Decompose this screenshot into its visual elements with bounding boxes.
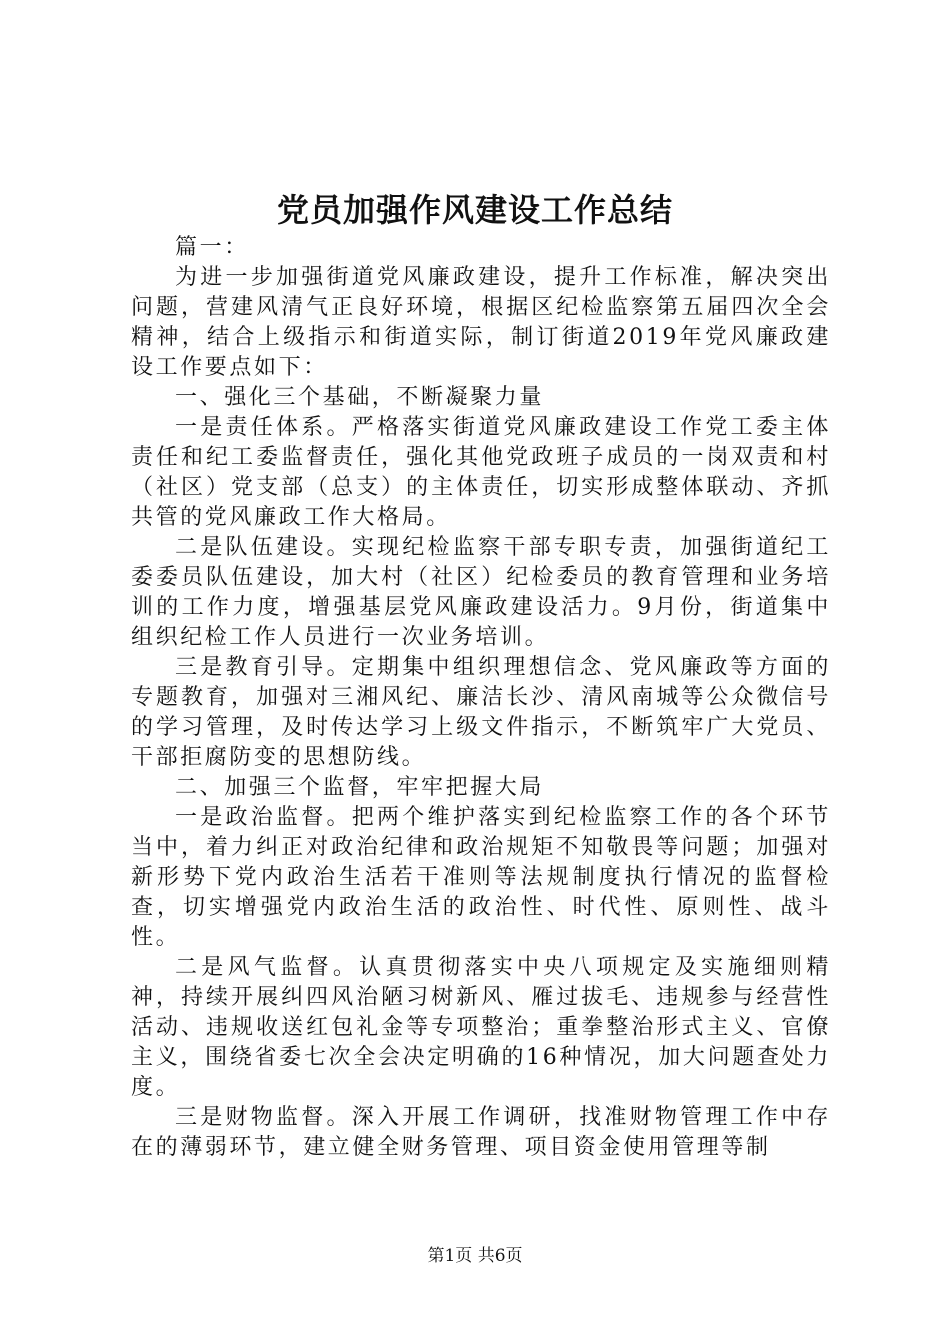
page-footer: 第1页 共6页 — [427, 1246, 523, 1266]
document-body — [131, 233, 831, 1163]
section-label: 篇一： — [175, 235, 249, 260]
section-heading-1: 一、强化三个基础，不断凝聚力量 — [175, 385, 545, 410]
body-paragraph: 一是政治监督。把两个维护落实到纪检监察工作的各个环节当中，着力纠正对政治纪律和政治规矩不知敬畏等问题；加强对新形势下党内政治生活若干准则等法规制度执行情况的监督检查，切实增强党内政治生活的政治性、时代性、原则性、战斗性。 — [131, 805, 831, 950]
intro-paragraph: 为进一步加强街道党风廉政建设，提升工作标准，解决突出问题，营建风清气正良好环境，根据区纪检监察第五届四次全会精神，结合上级指示和街道实际，制订街道2019年党风廉政建设工作要点如下： — [131, 265, 831, 380]
body-paragraph: 二是风气监督。认真贯彻落实中央八项规定及实施细则精神，持续开展纠四风治陋习树新风、雁过拔毛、违规参与经营性活动、违规收送红包礼金等专项整治；重拳整治形式主义、官僚主义，围绕省委七次全会决定明确的16种情况，加大问题查处力度。 — [131, 955, 831, 1100]
body-paragraph: 一是责任体系。严格落实街道党风廉政建设工作党工委主体责任和纪工委监督责任，强化其他党政班子成员的一岗双责和村（社区）党支部（总支）的主体责任，切实形成整体联动、齐抓共管的党风廉政工作大格局。 — [131, 415, 831, 530]
body-paragraph: 三是教育引导。定期集中组织理想信念、党风廉政等方面的专题教育，加强对三湘风纪、廉洁长沙、清风南城等公众微信号的学习管理，及时传达学习上级文件指示，不断筑牢广大党员、干部拒腐防变的思想防线。 — [131, 655, 831, 770]
body-paragraph: 二是队伍建设。实现纪检监察干部专职专责，加强街道纪工委委员队伍建设，加大村（社区）纪检委员的教育管理和业务培训的工作力度，增强基层党风廉政建设活力。9月份，街道集中组织纪检工作人员进行一次业务培训。 — [131, 535, 831, 650]
body-paragraph: 三是财物监督。深入开展工作调研，找准财物管理工作中存在的薄弱环节，建立健全财务管理、项目资金使用管理等制 — [131, 1105, 831, 1160]
section-heading-2: 二、加强三个监督，牢牢把握大局 — [175, 775, 545, 800]
document-title: 党员加强作风建设工作总结 — [276, 191, 673, 229]
